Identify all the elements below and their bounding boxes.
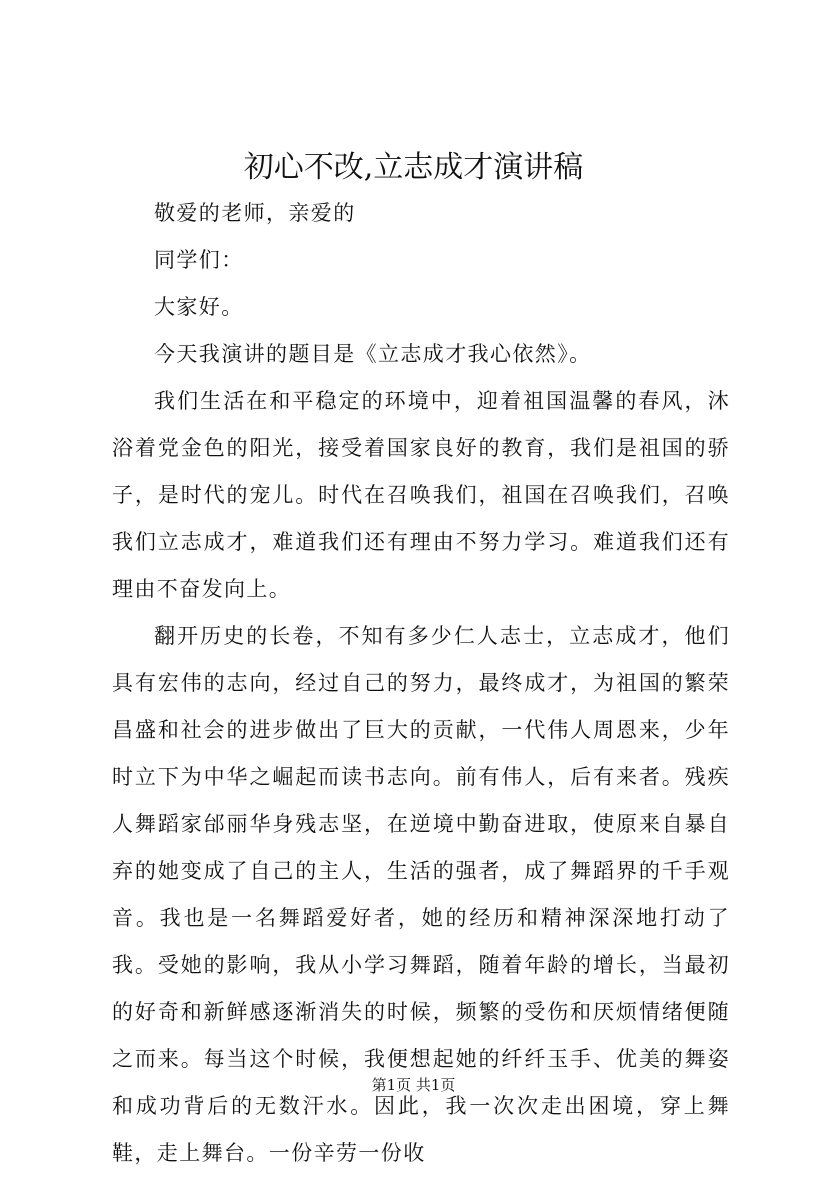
page-footer: 第1页 共1页 [371, 1076, 456, 1094]
paragraph: 我们生活在和平稳定的环境中，迎着祖国温馨的春风，沐浴着党金色的阳光，接受着国家良好的教育，我们是祖国的骄子，是时代的宠儿。时代在召唤我们，祖国在召唤我们，召唤我们立志成才，难道我们还有理由不努力学习。难道我们还有理由不奋发向上。 [112, 389, 730, 601]
document-title: 初心不改,立志成才演讲稿 [243, 150, 584, 185]
paragraph: 敬爱的老师，亲爱的 [154, 201, 356, 225]
paragraph: 翻开历史的长卷，不知有多少仁人志士，立志成才，他们具有宏伟的志向，经过自己的努力，最终成才，为祖国的繁荣昌盛和社会的进步做出了巨大的贡献，一代伟人周恩来，少年时立下为中华之崛起而读书志向。前有伟人，后有来者。残疾人舞蹈家邰丽华身残志坚，在逆境中勤奋进取，使原来自暴自弃的她变成了自己的主人，生活的强者，成了舞蹈界的千手观音。我也是一名舞蹈爱好者，她的经历和精神深深地打动了我。受她的影响，我从小学习舞蹈，随着年龄的增长，当最初的好奇和新鲜感逐渐消失的时候，频繁的受伤和厌烦情绪便随之而来。每当这个时候，我便想起她的纤纤玉手、优美的舞姿和成功背后的无数汗水。因此，我一次次走出困境，穿上舞鞋，走上舞台。一份辛劳一份收 [112, 624, 730, 1165]
paragraph: 今天我演讲的题目是《立志成才我心依然》。 [154, 342, 592, 366]
paragraph: 同学们： [154, 248, 244, 272]
paragraph: 大家好。 [154, 295, 244, 319]
document-body [112, 190, 730, 1177]
